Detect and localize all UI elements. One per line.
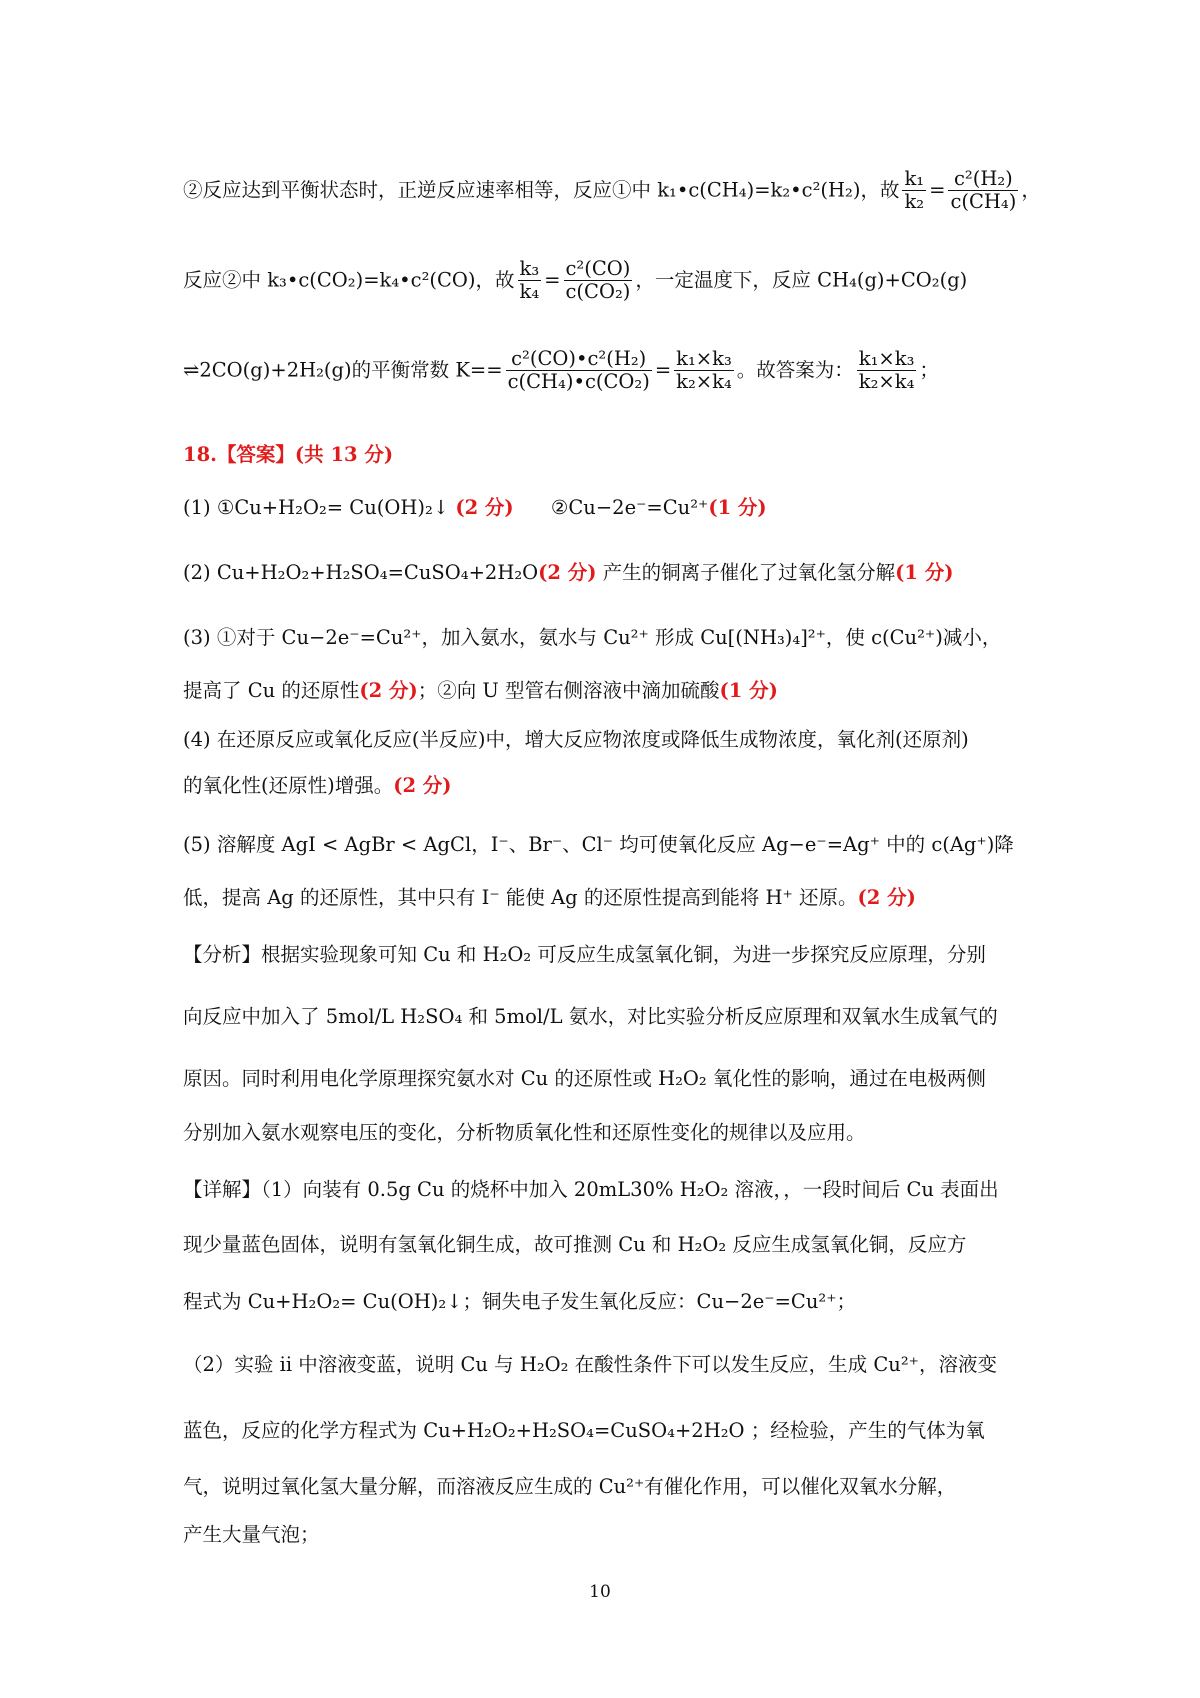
fraction-denominator: c(CO₂)	[565, 280, 631, 304]
equation: Cu+H₂O₂= Cu(OH)₂↓	[234, 496, 450, 519]
answer-2	[183, 558, 1033, 588]
text-tail: ，一定温度下，反应 CH₄(g)+CO₂(g)	[635, 268, 968, 292]
text-segment: ⇌2CO(g)+2H₂(g)的平衡常数 K==	[183, 358, 503, 382]
analysis-line-4: 分别加入氨水观察电压的变化，分析物质氧化性和还原性变化的规律以及应用。	[183, 1121, 866, 1144]
answer-text: 产生的铜离子催化了过氧化氢分解	[602, 561, 896, 584]
equals-sign: =	[929, 178, 946, 202]
text-tail: ，	[1021, 178, 1041, 202]
detail-line-5: 蓝色，反应的化学方程式为 Cu+H₂O₂+H₂SO₄=CuSO₄+2H₂O ；经检验，产生的气体为氧	[183, 1419, 985, 1442]
fraction-answer	[857, 348, 917, 394]
detail-line-2: 现少量蓝色固体，说明有氢氧化铜生成，故可推测 Cu 和 H₂O₂ 反应生成氢氧化铜，反应方	[183, 1233, 967, 1256]
fraction-denominator: k₂×k₄	[858, 370, 915, 394]
answer-label: ②	[550, 496, 569, 519]
text-tail: ；	[919, 358, 939, 382]
fraction-denominator: c(CH₄)	[950, 190, 1017, 214]
fraction-numerator: k₁×k₃	[858, 347, 915, 370]
text-segment: ②反应达到平衡状态时，正逆反应速率相等，反应①中 k₁•c(CH₄)=k₂•c²(H₂)，故	[183, 178, 900, 202]
fraction-denominator: k₂×k₄	[676, 370, 732, 394]
page-number: 10	[589, 1582, 611, 1602]
fraction-k1-k2	[902, 168, 926, 214]
score: (2 分)	[393, 774, 452, 797]
equals-sign: =	[654, 358, 672, 382]
answer-4-line-1	[183, 725, 1033, 755]
answer-label: (2)	[183, 561, 211, 584]
fraction-denominator: k₄	[519, 280, 540, 304]
detail-line-3: 程式为 Cu+H₂O₂= Cu(OH)₂↓；铜失电子发生氧化反应：Cu−2e⁻=Cu²⁺；	[183, 1290, 857, 1313]
fraction-concentration	[564, 258, 633, 304]
answer-heading: 18.【答案】(共 13 分)	[183, 443, 394, 466]
fraction-k-product	[674, 348, 734, 394]
fraction-concentration	[948, 168, 1018, 214]
answer-text: 低，提高 Ag 的还原性，其中只有 I⁻ 能使 Ag 的还原性提高到能将 H⁺ 还原。	[183, 886, 858, 909]
equation: Cu+H₂O₂+H₂SO₄=CuSO₄+2H₂O	[216, 561, 539, 584]
analysis-line-1: 【分析】根据实验现象可知 Cu 和 H₂O₂ 可反应生成氢氧化铜，为进一步探究反应原理，分别	[183, 943, 986, 966]
score: (2 分)	[455, 496, 514, 519]
score: (1 分)	[719, 679, 778, 702]
answer-text: (3) ①对于 Cu−2e⁻=Cu²⁺，加入氨水，氨水与 Cu²⁺ 形成 Cu[(NH₃)₄]²⁺，使 c(Cu²⁺)减小，	[183, 626, 1002, 649]
score: (1 分)	[708, 496, 767, 519]
answer-text: ；②向 U 型管右侧溶液中滴加硫酸	[417, 679, 720, 702]
detail-line-4: （2）实验 ii 中溶液变蓝，说明 Cu 与 H₂O₂ 在酸性条件下可以发生反应，生成 Cu²⁺，溶液变	[183, 1353, 997, 1376]
fraction-numerator: k₁	[904, 167, 925, 190]
question-18-heading	[183, 440, 1033, 470]
fraction-denominator: c(CH₄)•c(CO₂)	[507, 370, 650, 394]
detail-line-6: 气，说明过氧化氢大量分解，而溶液反应生成的 Cu²⁺有催化作用，可以催化双氧水分解，	[183, 1475, 957, 1498]
fraction-k3-k4	[518, 258, 542, 304]
score: (2 分)	[359, 679, 418, 702]
score: (2 分)	[538, 561, 597, 584]
paragraph-line-1	[183, 167, 1041, 214]
answer-text: (4) 在还原反应或氧化反应(半反应)中，增大反应物浓度或降低生成物浓度，氧化剂(还原剂)	[183, 728, 969, 751]
detail-line-7: 产生大量气泡；	[183, 1523, 320, 1546]
answer-text: 提高了 Cu 的还原性	[183, 679, 360, 702]
fraction-numerator: k₃	[519, 257, 540, 280]
equals-sign: =	[544, 268, 561, 292]
answer-5-line-1	[183, 830, 1033, 860]
fraction-numerator: c²(H₂)	[948, 168, 1018, 191]
answer-5-line-2	[183, 883, 1033, 913]
answer-1	[183, 493, 1033, 523]
fraction-equilibrium	[506, 348, 652, 394]
analysis-line-2: 向反应中加入了 5mol/L H₂SO₄ 和 5mol/L 氨水，对比实验分析反应原理和双氧水生成氧气的	[183, 1005, 998, 1028]
answer-3-line-1	[183, 623, 1033, 653]
fraction-numerator: c²(CO)	[565, 257, 631, 280]
score: (2 分)	[857, 886, 916, 909]
text-segment: 反应②中 k₃•c(CO₂)=k₄•c²(CO)，故	[183, 268, 515, 292]
fraction-numerator: k₁×k₃	[676, 347, 732, 370]
fraction-denominator: k₂	[904, 190, 925, 214]
text-segment: 。故答案为：	[736, 358, 854, 382]
detail-line-1: 【详解】（1）向装有 0.5g Cu 的烧杯中加入 20mL30% H₂O₂ 溶液，，一段时间后 Cu 表面出	[183, 1178, 999, 1201]
answer-text: (5) 溶解度 AgI < AgBr < AgCl，I⁻、Br⁻、Cl⁻ 均可使氧化反应 Ag−e⁻=Ag⁺ 中的 c(Ag⁺)降	[183, 833, 1014, 856]
answer-3-line-2	[183, 676, 1033, 706]
answer-text: 的氧化性(还原性)增强。	[183, 774, 394, 797]
analysis-line-3: 原因。同时利用电化学原理探究氨水对 Cu 的还原性或 H₂O₂ 氧化性的影响，通过在电极两侧	[183, 1067, 986, 1090]
paragraph-line-2	[183, 258, 1033, 304]
fraction-numerator: c²(CO)•c²(H₂)	[506, 348, 652, 371]
answer-label: (1) ①	[183, 496, 235, 519]
score: (1 分)	[895, 561, 954, 584]
equation: Cu−2e⁻=Cu²⁺	[568, 496, 709, 519]
paragraph-line-3	[183, 348, 1033, 394]
answer-4-line-2	[183, 771, 1033, 801]
